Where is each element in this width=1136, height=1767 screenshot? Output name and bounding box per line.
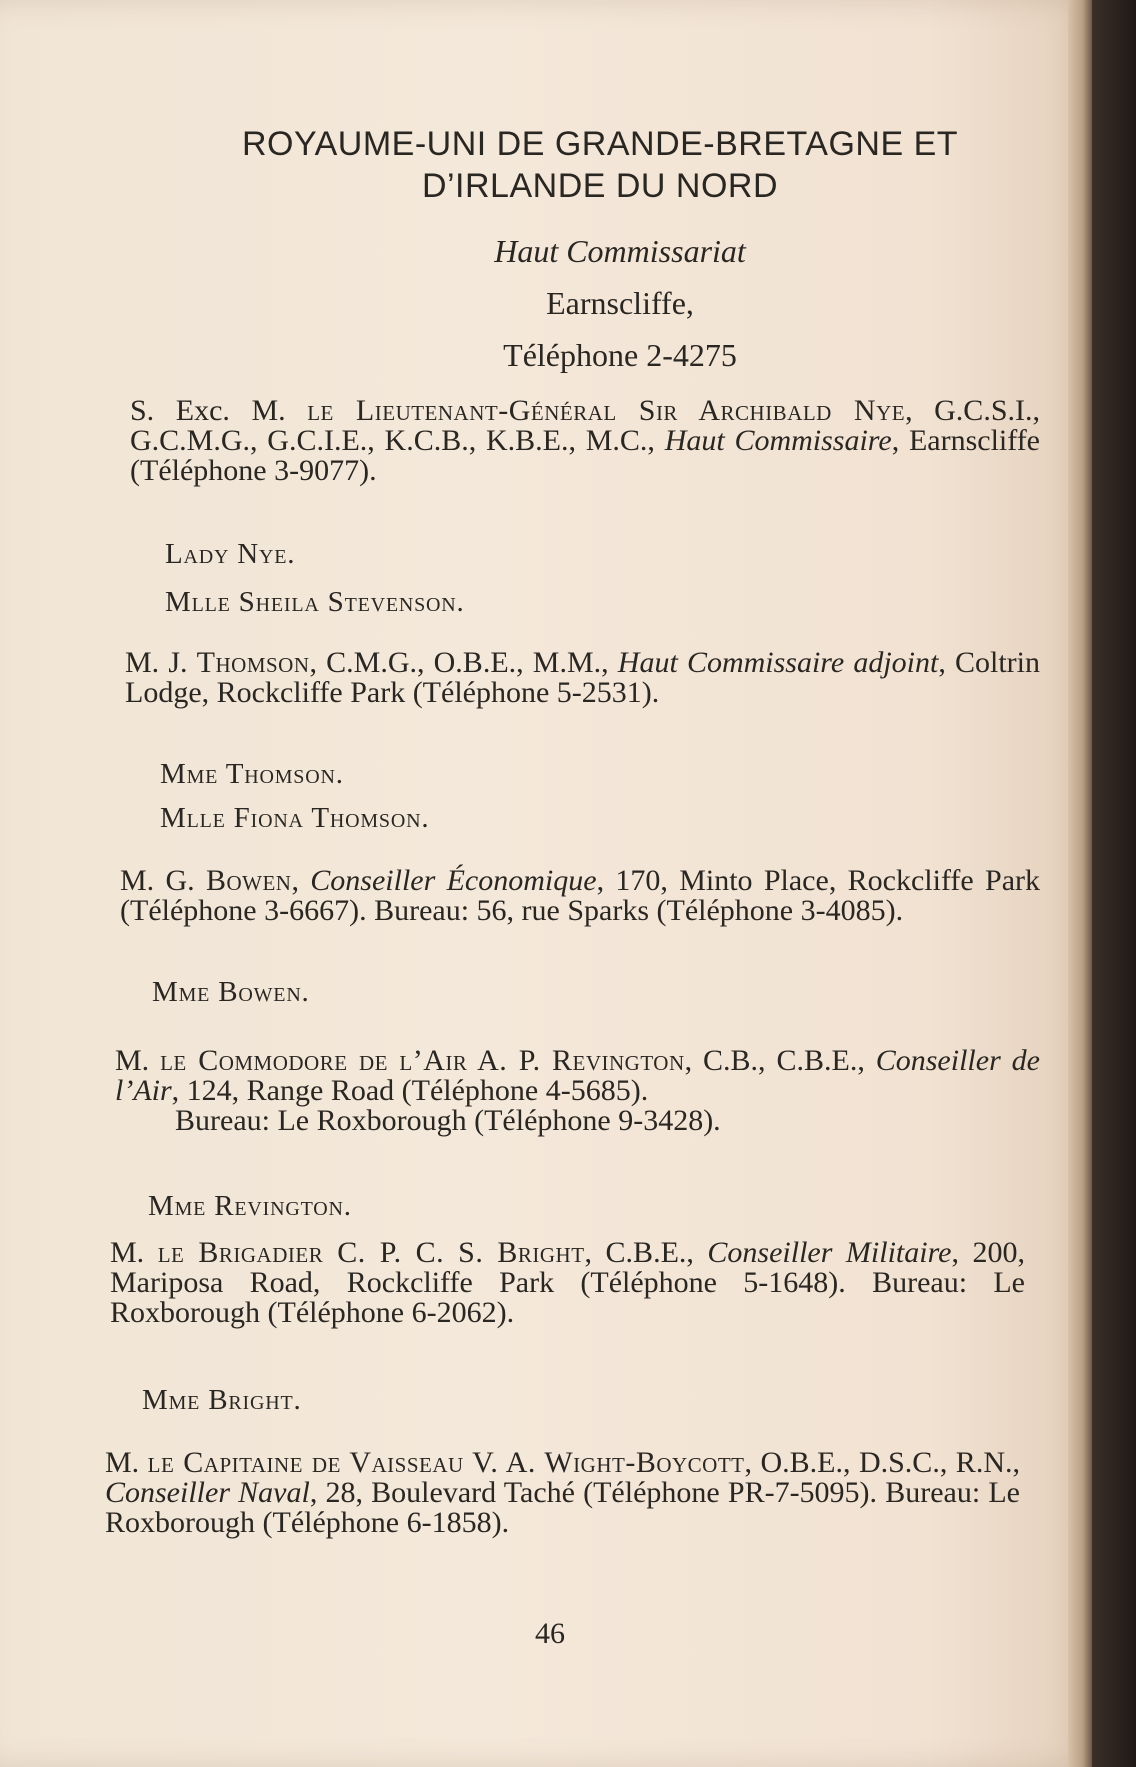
entry-honours: , bbox=[291, 864, 311, 897]
office-telephone: Téléphone 2-4275 bbox=[503, 337, 737, 373]
entry-name: le Brigadier C. P. C. S. Bright bbox=[157, 1236, 585, 1269]
entry-air-adviser bbox=[115, 1046, 1040, 1136]
entry-prefix: M. bbox=[115, 1044, 161, 1077]
entry-details: , Coltrin Lodge, Rockcliffe Park (Téléphone 5-2531). bbox=[125, 646, 1040, 709]
family-member: Mlle Fiona Thomson. bbox=[160, 802, 430, 834]
entry-name: le Lieutenant-Général Sir Archibald Nye bbox=[307, 394, 906, 427]
family-member: Lady Nye. bbox=[165, 538, 296, 570]
office-name: Haut Commissariat bbox=[494, 233, 746, 269]
entry-name: le Commodore de l’Air A. P. Revington bbox=[160, 1044, 685, 1077]
family-member: Mme Bright. bbox=[142, 1384, 302, 1416]
heading-line-2: D’IRLANDE DU NORD bbox=[421, 167, 779, 205]
entry-prefix: S. Exc. M. bbox=[130, 394, 308, 427]
entry-prefix: M. bbox=[110, 1236, 158, 1269]
entry-deputy-high-commissioner bbox=[125, 648, 1040, 708]
page-number: 46 bbox=[535, 1617, 565, 1650]
entry-role: Conseiller Économique bbox=[310, 864, 597, 897]
entry-details: , 124, Range Road (Téléphone 4-5685). bbox=[171, 1074, 649, 1107]
entry-office: Bureau: Le Roxborough (Téléphone 9-3428). bbox=[175, 1104, 721, 1137]
entry-role: Haut Commissaire adjoint bbox=[617, 646, 939, 679]
entry-role: Haut Commissaire bbox=[664, 424, 892, 457]
entry-prefix: M. bbox=[105, 1446, 148, 1479]
entry-economic-counsellor bbox=[120, 866, 1040, 926]
entry-role: Conseiller Naval bbox=[105, 1476, 310, 1509]
entry-high-commissioner bbox=[130, 396, 1040, 486]
entry-prefix: M. J. bbox=[125, 646, 197, 679]
family-member: Mme Revington. bbox=[148, 1190, 352, 1222]
page-edge bbox=[1068, 0, 1092, 1767]
entry-name: Bowen bbox=[205, 864, 292, 897]
entry-name: le Capitaine de Vaisseau V. A. Wight-Boycott bbox=[147, 1446, 745, 1479]
family-member: Mme Bowen. bbox=[152, 976, 310, 1008]
entry-role: Conseiller Militaire bbox=[707, 1236, 952, 1269]
entry-honours: , G.C.S.I., G.C.M.G., G.C.I.E., K.C.B., K.B.E., M.C., bbox=[130, 394, 1040, 457]
entry-prefix: M. G. bbox=[120, 864, 206, 897]
entry-details: , 200, Mariposa Road, Rockcliffe Park (Téléphone 5-1648). Bureau: Le Roxborough (Téléphone 6-2062). bbox=[110, 1236, 1025, 1329]
office-address: Earnscliffe, bbox=[546, 285, 694, 321]
scan-backdrop bbox=[1092, 0, 1136, 1767]
entry-military-adviser bbox=[110, 1238, 1025, 1328]
entry-honours: , C.B.E., bbox=[584, 1236, 708, 1269]
entry-name: Thomson bbox=[196, 646, 310, 679]
heading-line-1: ROYAUME-UNI DE GRANDE-BRETAGNE ET bbox=[241, 125, 959, 163]
entry-honours: , C.M.G., O.B.E., M.M., bbox=[309, 646, 618, 679]
entry-details: , Earnscliffe (Téléphone 3-9077). bbox=[130, 424, 1040, 487]
entry-naval-adviser bbox=[105, 1448, 1020, 1538]
entry-role: Conseiller de l’Air bbox=[115, 1044, 1040, 1107]
entry-details: , 28, Boulevard Taché (Téléphone PR-7-5095). Bureau: Le Roxborough (Téléphone 6-1858). bbox=[105, 1476, 1020, 1539]
entry-details: , 170, Minto Place, Rockcliffe Park (Téléphone 3-6667). Bureau: 56, rue Sparks (Téléphone 3-4085). bbox=[120, 864, 1040, 927]
family-member: Mme Thomson. bbox=[160, 758, 344, 790]
entry-honours: , O.B.E., D.S.C., R.N., bbox=[744, 1446, 1020, 1479]
entry-honours: , C.B., C.B.E., bbox=[684, 1044, 876, 1077]
family-member: Mlle Sheila Stevenson. bbox=[165, 586, 465, 618]
